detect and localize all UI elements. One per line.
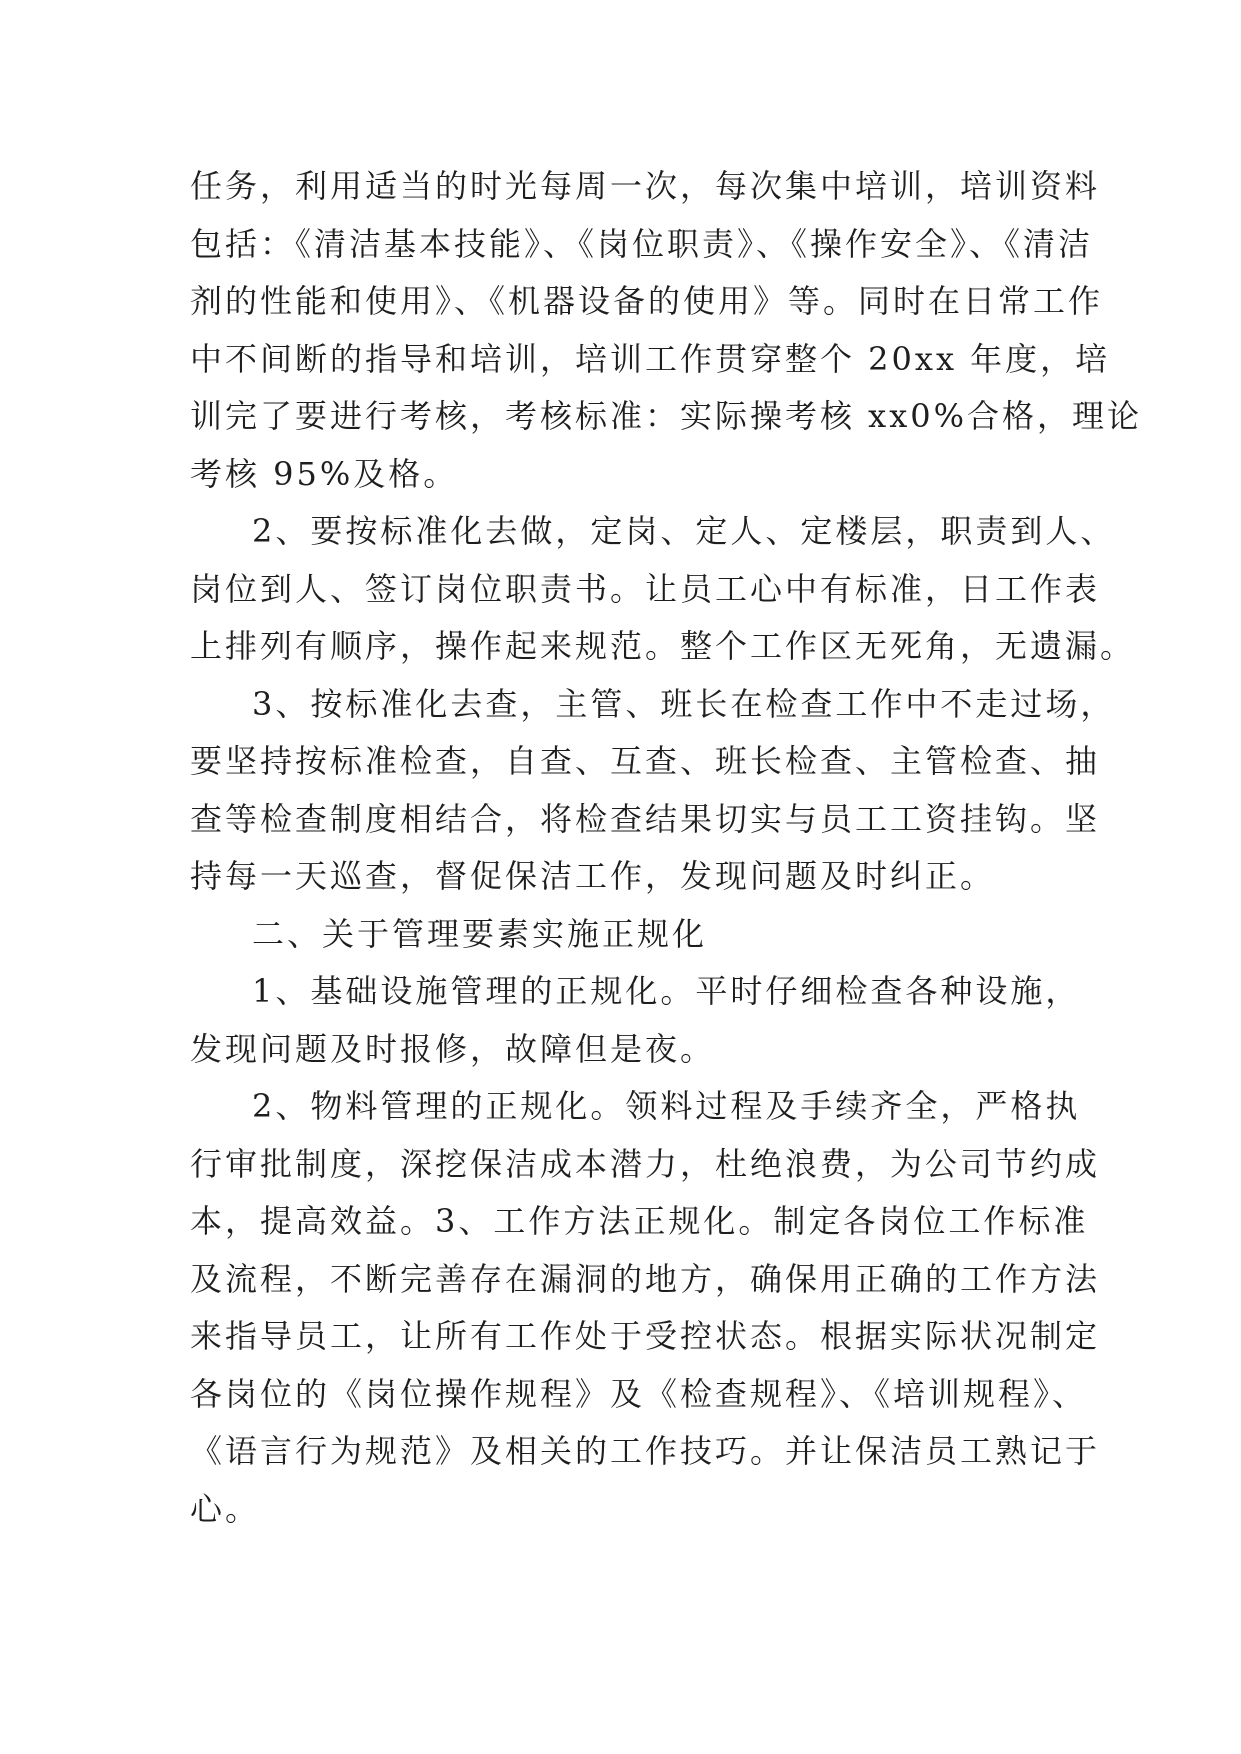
text-line: 训完了要进行考核，考核标准：实际操考核 xx0%合格，理论 — [190, 397, 1143, 435]
text-line: 要坚持按标准检查，自查、互查、班长检查、主管检查、抽 — [190, 742, 1101, 780]
text-line: 剂的性能和使用》、《机器设备的使用》等。同时在日常工作 — [190, 282, 1104, 320]
text-line: 任务，利用适当的时光每周一次，每次集中培训，培训资料 — [190, 167, 1101, 205]
text-line: 各岗位的《岗位操作规程》及《检查规程》、《培训规程》、 — [190, 1374, 1088, 1413]
text-line: 心。 — [190, 1489, 261, 1528]
document-body — [190, 158, 1143, 1538]
text-line: 持每一天巡查，督促保洁工作，发现问题及时纠正。 — [190, 857, 996, 895]
text-line: 发现问题及时报修，故障但是夜。 — [190, 1029, 716, 1068]
paragraph-first-line: 2、要按标准化去做，定岗、定人、定楼层，职责到人、 — [252, 512, 1116, 550]
text-line: 考核 95%及格。 — [190, 454, 459, 493]
text-line: 上排列有顺序，操作起来规范。整个工作区无死角，无遗漏。 — [190, 627, 1136, 665]
text-line: 来指导员工，让所有工作处于受控状态。根据实际状况制定 — [190, 1317, 1101, 1355]
text-line: 中不间断的指导和培训，培训工作贯穿整个 20xx 年度，培 — [190, 339, 1111, 378]
text-line: 岗位到人、签订岗位职责书。让员工心中有标准，日工作表 — [190, 569, 1101, 608]
text-line: 包括：《清洁基本技能》、《岗位职责》、《操作安全》、《清洁 — [190, 224, 1094, 263]
text-line: 《语言行为规范》及相关的工作技巧。并让保洁员工熟记于 — [190, 1432, 1101, 1470]
section-heading: 二、关于管理要素实施正规化 — [252, 914, 708, 953]
paragraph-first-line: 1、基础设施管理的正规化。平时仔细检查各种设施， — [252, 972, 1081, 1010]
text-line: 行审批制度，深挖保洁成本潜力，杜绝浪费，为公司节约成 — [190, 1144, 1101, 1183]
text-line: 本，提高效益。3、工作方法正规化。制定各岗位工作标准 — [190, 1202, 1089, 1240]
text-line: 查等检查制度相结合，将检查结果切实与员工工资挂钩。坚 — [190, 799, 1101, 838]
paragraph-first-line: 2、物料管理的正规化。领料过程及手续齐全，严格执 — [252, 1087, 1081, 1125]
paragraph-first-line: 3、按标准化去查，主管、班长在检查工作中不走过场， — [252, 684, 1116, 723]
text-line: 及流程，不断完善存在漏洞的地方，确保用正确的工作方法 — [190, 1259, 1101, 1298]
